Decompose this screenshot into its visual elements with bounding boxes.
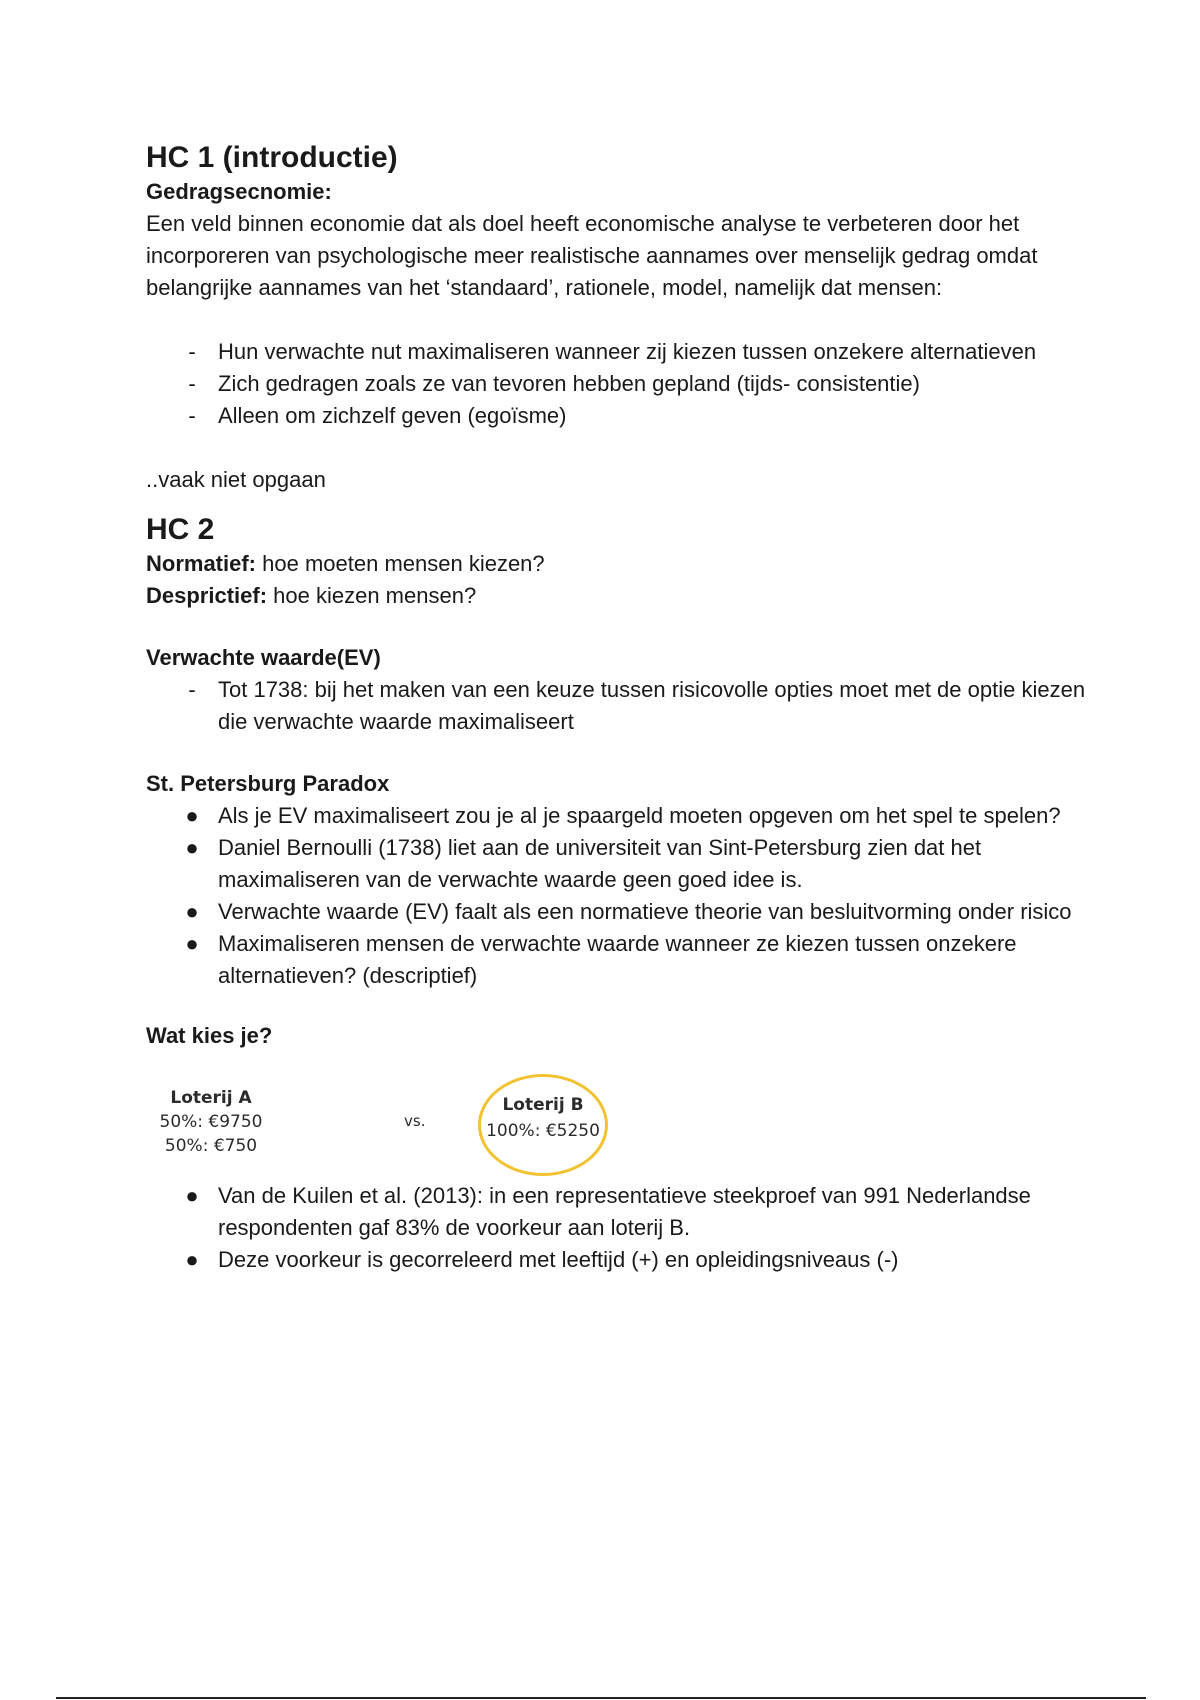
hc2-title: HC 2 (146, 513, 215, 546)
paradox-heading: St. Petersburg Paradox (146, 771, 390, 796)
list-item: - Tot 1738: bij het maken van een keuze tussen risicovolle opties moet met de optie kiezen die verwachte waarde maximaliseert (188, 677, 1086, 734)
lottery-a-title: Loterij A (170, 1088, 252, 1108)
ev-heading: Verwachte waarde(EV) (146, 645, 381, 670)
hc1-assumption-list (146, 336, 1096, 432)
list-item: - Hun verwachte nut maximaliseren wanneer zij kiezen tussen onzekere alternatieven (188, 339, 1037, 364)
hc1-closing: ..vaak niet opgaan (146, 467, 326, 492)
result-list (146, 1180, 1096, 1276)
paradox-list (146, 800, 1096, 992)
hc1-paragraph: Een veld binnen economie dat als doel heeft economische analyse te verbeteren door het incorporeren van psychologische meer realistische aannames over menselijk gedrag omdat belangrijke aannames van het ‘standaard’, rationele, model, namelijk dat mensen: (146, 211, 1038, 300)
choice-heading: Wat kies je? (146, 1023, 273, 1048)
lottery-b-title: Loterij B (502, 1095, 584, 1115)
descriptief-line: Desprictief: hoe kiezen mensen? (146, 583, 477, 608)
list-item: ● Als je EV maximaliseert zou je al je spaargeld moeten opgeven om het spel te spelen? (185, 803, 1061, 828)
lottery-a (156, 1086, 266, 1158)
page-footer-rule (56, 1697, 1146, 1699)
normatief-line: Normatief: hoe moeten mensen kiezen? (146, 551, 545, 576)
lottery-b (478, 1092, 608, 1144)
lottery-a-outcome-1: 50%: €9750 (159, 1112, 263, 1132)
list-item: - Zich gedragen zoals ze van tevoren hebben gepland (tijds- consistentie) (188, 371, 920, 396)
versus-label: vs. (404, 1112, 426, 1130)
hc1-title: HC 1 (introductie) (146, 141, 398, 174)
list-item: ● Van de Kuilen et al. (2013): in een representatieve steekproef van 991 Nederlandse respondenten gaf 83% de voorkeur aan loterij B. (185, 1183, 1031, 1240)
list-item: - Alleen om zichzelf geven (egoïsme) (188, 403, 567, 428)
ev-list (146, 674, 1096, 738)
lottery-figure (156, 1072, 1096, 1172)
lottery-b-outcome: 100%: €5250 (486, 1121, 600, 1141)
list-item: ● Verwachte waarde (EV) faalt als een normatieve theorie van besluitvorming onder risico (185, 899, 1072, 924)
document-page (146, 140, 1096, 1276)
list-item: ● Maximaliseren mensen de verwachte waarde wanneer ze kiezen tussen onzekere alternatieven? (descriptief) (185, 931, 1017, 988)
list-item: ● Daniel Bernoulli (1738) liet aan de universiteit van Sint-Petersburg zien dat het maximaliseren van de verwachte waarde geen goed idee is. (185, 835, 982, 892)
hc1-subtitle: Gedragsecnomie: (146, 179, 332, 204)
lottery-a-outcome-2: 50%: €750 (164, 1136, 258, 1156)
list-item: ● Deze voorkeur is gecorreleerd met leeftijd (+) en opleidingsniveaus (-) (185, 1247, 899, 1272)
